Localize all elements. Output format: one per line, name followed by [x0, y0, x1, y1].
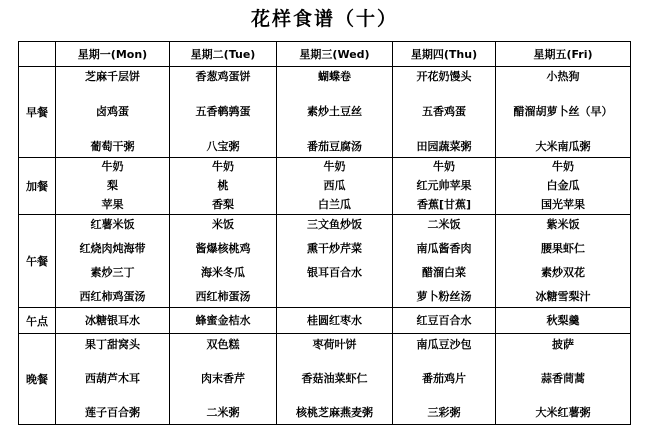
page-title: 花样食谱（十）: [250, 8, 398, 30]
dish: 二米粥: [206, 406, 240, 419]
dish: 蜂蜜金桔水: [195, 313, 251, 327]
dish: 白兰瓜: [318, 198, 351, 211]
dish: 大米红薯粥: [535, 406, 591, 419]
cell-tea-mon: [56, 308, 170, 334]
dish: 南瓜酱香肉: [416, 242, 472, 255]
row-afternoon-snack: [19, 308, 631, 334]
dish: 腰果虾仁: [541, 242, 585, 255]
dish: 蝴蝶卷: [318, 70, 351, 83]
cell-dinner-fri: [496, 334, 631, 425]
dish: 莲子百合粥: [85, 406, 140, 419]
dish: 红元帅苹果: [416, 179, 472, 192]
dish: 果丁甜窝头: [85, 338, 140, 351]
row-lunch: [19, 215, 631, 308]
dish: 核桃芝麻燕麦粥: [296, 406, 373, 419]
dish: 醋溜白菜: [422, 266, 466, 279]
cell-dinner-tue: [170, 334, 277, 425]
dish: 香葱鸡蛋饼: [195, 70, 251, 83]
dish: 紫米饭: [546, 218, 580, 231]
menu-table: [18, 41, 631, 425]
dish: 五香鹌鹑蛋: [195, 105, 251, 118]
cell-breakfast-thu: [393, 67, 496, 158]
cell-tea-wed: [277, 308, 393, 334]
row-snack: [19, 158, 631, 215]
dish: 牛奶: [552, 160, 574, 173]
dish: 双色糕: [206, 338, 240, 351]
dish: 牛奶: [212, 160, 234, 173]
header-mon: 星期一(Mon): [56, 42, 170, 67]
dish: 醋溜胡萝卜丝（早）: [513, 105, 613, 118]
dish: 枣荷叶饼: [312, 338, 357, 351]
header-thu: 星期四(Thu): [393, 42, 496, 67]
dish: 西红柿蛋汤: [195, 290, 251, 303]
dish: 素炒双花: [541, 266, 585, 279]
cell-breakfast-mon: [56, 67, 170, 158]
header-tue: 星期二(Tue): [170, 42, 277, 67]
dish: 香梨: [212, 198, 234, 211]
dish: 素炒三丁: [90, 266, 135, 279]
dish: 桂圆红枣水: [307, 313, 362, 327]
cell-lunch-mon: [56, 215, 170, 308]
dish: 冰糖雪梨汁: [535, 290, 591, 303]
dish: 牛奶: [323, 160, 346, 173]
dish: 萝卜粉丝汤: [416, 290, 472, 303]
dish: 西葫芦木耳: [85, 372, 140, 385]
dish: 米饭: [212, 218, 234, 231]
cell-lunch-tue: [170, 215, 277, 308]
dish: 五香鸡蛋: [422, 105, 466, 118]
dish: 白金瓜: [546, 179, 580, 192]
meal-label-breakfast: 早餐: [19, 67, 56, 158]
row-dinner: [19, 334, 631, 425]
dish: 国光苹果: [541, 198, 585, 211]
header-row: [19, 42, 631, 67]
dish: 梨: [107, 179, 118, 192]
cell-lunch-fri: [496, 215, 631, 308]
dish: 海米冬瓜: [201, 266, 245, 279]
cell-snack-tue: [170, 158, 277, 215]
dish: 南瓜豆沙包: [416, 338, 472, 351]
cell-breakfast-wed: [277, 67, 393, 158]
meal-label-dinner: 晚餐: [19, 334, 56, 425]
dish: 三彩粥: [427, 406, 461, 419]
dish: 苹果: [101, 198, 124, 211]
dish: 牛奶: [101, 160, 124, 173]
dish: 芝麻千层饼: [85, 70, 140, 83]
dish: 香蕉[甘蕉]: [416, 198, 472, 211]
dish: 葡萄干粥: [90, 140, 135, 153]
cell-tea-fri: [496, 308, 631, 334]
cell-lunch-thu: [393, 215, 496, 308]
dish: 冰糖银耳水: [85, 313, 140, 327]
cell-snack-mon: [56, 158, 170, 215]
cell-tea-tue: [170, 308, 277, 334]
row-breakfast: [19, 67, 631, 158]
dish: 二米饭: [427, 218, 461, 231]
meal-label-snack: 加餐: [19, 158, 56, 215]
dish: 香菇油菜虾仁: [301, 372, 368, 385]
cell-breakfast-fri: [496, 67, 631, 158]
cell-lunch-wed: [277, 215, 393, 308]
dish: 三文鱼炒饭: [307, 218, 362, 231]
dish: 番茄豆腐汤: [307, 140, 362, 153]
dish: 桃: [217, 179, 229, 192]
header-wed: 星期三(Wed): [277, 42, 393, 67]
header-corner: [19, 42, 56, 67]
cell-breakfast-tue: [170, 67, 277, 158]
meal-label-lunch: 午餐: [19, 215, 56, 308]
dish: 牛奶: [433, 160, 455, 173]
header-fri: 星期五(Fri): [496, 42, 631, 67]
cell-snack-fri: [496, 158, 631, 215]
dish: 小热狗: [546, 70, 580, 83]
dish: 素炒土豆丝: [307, 105, 362, 118]
dish: 红豆百合水: [416, 313, 472, 327]
dish: 卤鸡蛋: [96, 105, 129, 118]
dish: 西红柿鸡蛋汤: [79, 290, 146, 303]
cell-tea-thu: [393, 308, 496, 334]
dish: 八宝粥: [206, 140, 240, 153]
dish: 肉末香芹: [201, 372, 245, 385]
dish: 开花奶馒头: [416, 70, 472, 83]
dish: 蒜香茼蒿: [541, 372, 585, 385]
dish: 番茄鸡片: [422, 372, 466, 385]
dish: 大米南瓜粥: [535, 140, 591, 153]
dish: 西瓜: [323, 179, 346, 192]
meal-label-afternoon-snack: 午点: [19, 308, 56, 334]
dish: 田园蔬菜粥: [416, 140, 472, 153]
dish: 酱爆核桃鸡: [195, 242, 251, 255]
dish: 红烧肉炖海带: [79, 242, 146, 255]
dish: 红薯米饭: [90, 218, 135, 231]
cell-dinner-mon: [56, 334, 170, 425]
dish: 熏干炒芹菜: [307, 242, 362, 255]
dish: 秋梨羹: [546, 313, 580, 327]
cell-dinner-wed: [277, 334, 393, 425]
cell-snack-thu: [393, 158, 496, 215]
dish: 银耳百合水: [307, 266, 362, 279]
dish: 披萨: [552, 338, 574, 351]
cell-dinner-thu: [393, 334, 496, 425]
cell-snack-wed: [277, 158, 393, 215]
